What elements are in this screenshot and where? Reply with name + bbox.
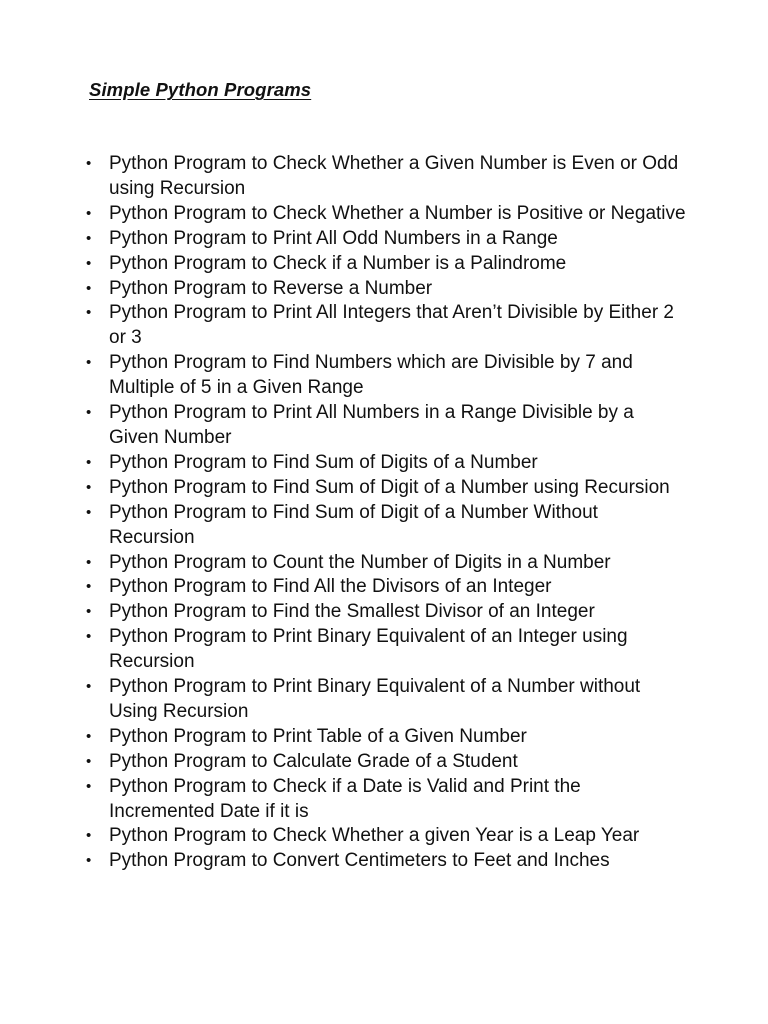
list-item-text: Python Program to Calculate Grade of a Student — [109, 750, 518, 772]
bullet-icon: • — [86, 678, 92, 696]
list-item — [86, 725, 686, 750]
list-item-text: Python Program to Print All Odd Numbers in a Range — [109, 227, 558, 249]
list-item-text: Python Program to Print Binary Equivalent of an Integer using Recursion — [109, 626, 628, 673]
bullet-icon: • — [86, 478, 92, 496]
list-item — [86, 675, 686, 725]
list-item — [86, 451, 686, 476]
list-item — [86, 575, 686, 600]
bullet-icon: • — [86, 503, 92, 521]
list-item-text: Python Program to Check Whether a Number is Positive or Negative — [109, 202, 686, 224]
bullet-icon: • — [86, 254, 92, 272]
list-item — [86, 501, 686, 551]
list-item-text: Python Program to Print Table of a Given Number — [109, 725, 527, 747]
list-item — [86, 401, 686, 451]
bullet-icon: • — [86, 279, 92, 297]
list-item — [86, 750, 686, 775]
bullet-icon: • — [86, 752, 92, 770]
program-list — [86, 152, 686, 874]
list-item-text: Python Program to Reverse a Number — [109, 277, 433, 299]
list-item — [86, 277, 686, 302]
bullet-icon: • — [86, 354, 92, 372]
bullet-icon: • — [86, 229, 92, 247]
document-title: Simple Python Programs — [89, 79, 312, 100]
bullet-icon: • — [86, 404, 92, 422]
list-item-text: Python Program to Convert Centimeters to Feet and Inches — [109, 850, 610, 872]
bullet-icon: • — [86, 777, 92, 795]
list-item-text: Python Program to Find Sum of Digit of a Number Without Recursion — [109, 501, 598, 548]
bullet-icon: • — [86, 852, 92, 870]
list-item — [86, 227, 686, 252]
list-item — [86, 351, 686, 401]
list-item — [86, 775, 686, 825]
list-item-text: Python Program to Find Numbers which are Divisible by 7 and Multiple of 5 in a Given Range — [109, 352, 633, 399]
list-item-text: Python Program to Check if a Date is Valid and Print the Incremented Date if it is — [109, 775, 581, 822]
list-item-text: Python Program to Print Binary Equivalent of a Number without Using Recursion — [109, 676, 641, 722]
list-item-text: Python Program to Print All Integers that Aren’t Divisible by Either 2 or 3 — [109, 302, 674, 349]
bullet-icon: • — [86, 453, 92, 471]
bullet-icon: • — [86, 603, 92, 621]
bullet-icon: • — [86, 553, 92, 571]
bullet-icon: • — [86, 628, 92, 646]
list-item-text: Python Program to Find Sum of Digit of a Number using Recursion — [109, 476, 670, 498]
list-item — [86, 625, 686, 675]
bullet-icon: • — [86, 155, 92, 172]
list-item-text: Python Program to Count the Number of Digits in a Number — [109, 551, 611, 573]
list-item — [86, 849, 686, 874]
list-item — [86, 152, 686, 202]
list-item-text: Python Program to Find All the Divisors of an Integer — [109, 576, 552, 598]
bullet-icon: • — [86, 204, 92, 222]
bullet-icon: • — [86, 578, 92, 596]
list-item — [86, 202, 686, 227]
list-item-text: Python Program to Print All Numbers in a Range Divisible by a Given Number — [109, 402, 634, 448]
bullet-icon: • — [86, 727, 92, 745]
list-item-text: Python Program to Check Whether a given Year is a Leap Year — [109, 825, 640, 847]
list-item — [86, 551, 686, 576]
list-item-text: Python Program to Check if a Number is a Palindrome — [109, 252, 567, 274]
bullet-icon: • — [86, 304, 92, 322]
list-item — [86, 252, 686, 277]
list-item-text: Python Program to Check Whether a Given Number is Even or Odd using Recursion — [109, 153, 679, 199]
list-item — [86, 824, 686, 849]
list-item-text: Python Program to Find Sum of Digits of a Number — [109, 451, 538, 473]
list-item — [86, 301, 686, 351]
list-item — [86, 600, 686, 625]
list-item — [86, 476, 686, 501]
list-item-text: Python Program to Find the Smallest Divisor of an Integer — [109, 601, 595, 623]
bullet-icon: • — [86, 827, 92, 845]
